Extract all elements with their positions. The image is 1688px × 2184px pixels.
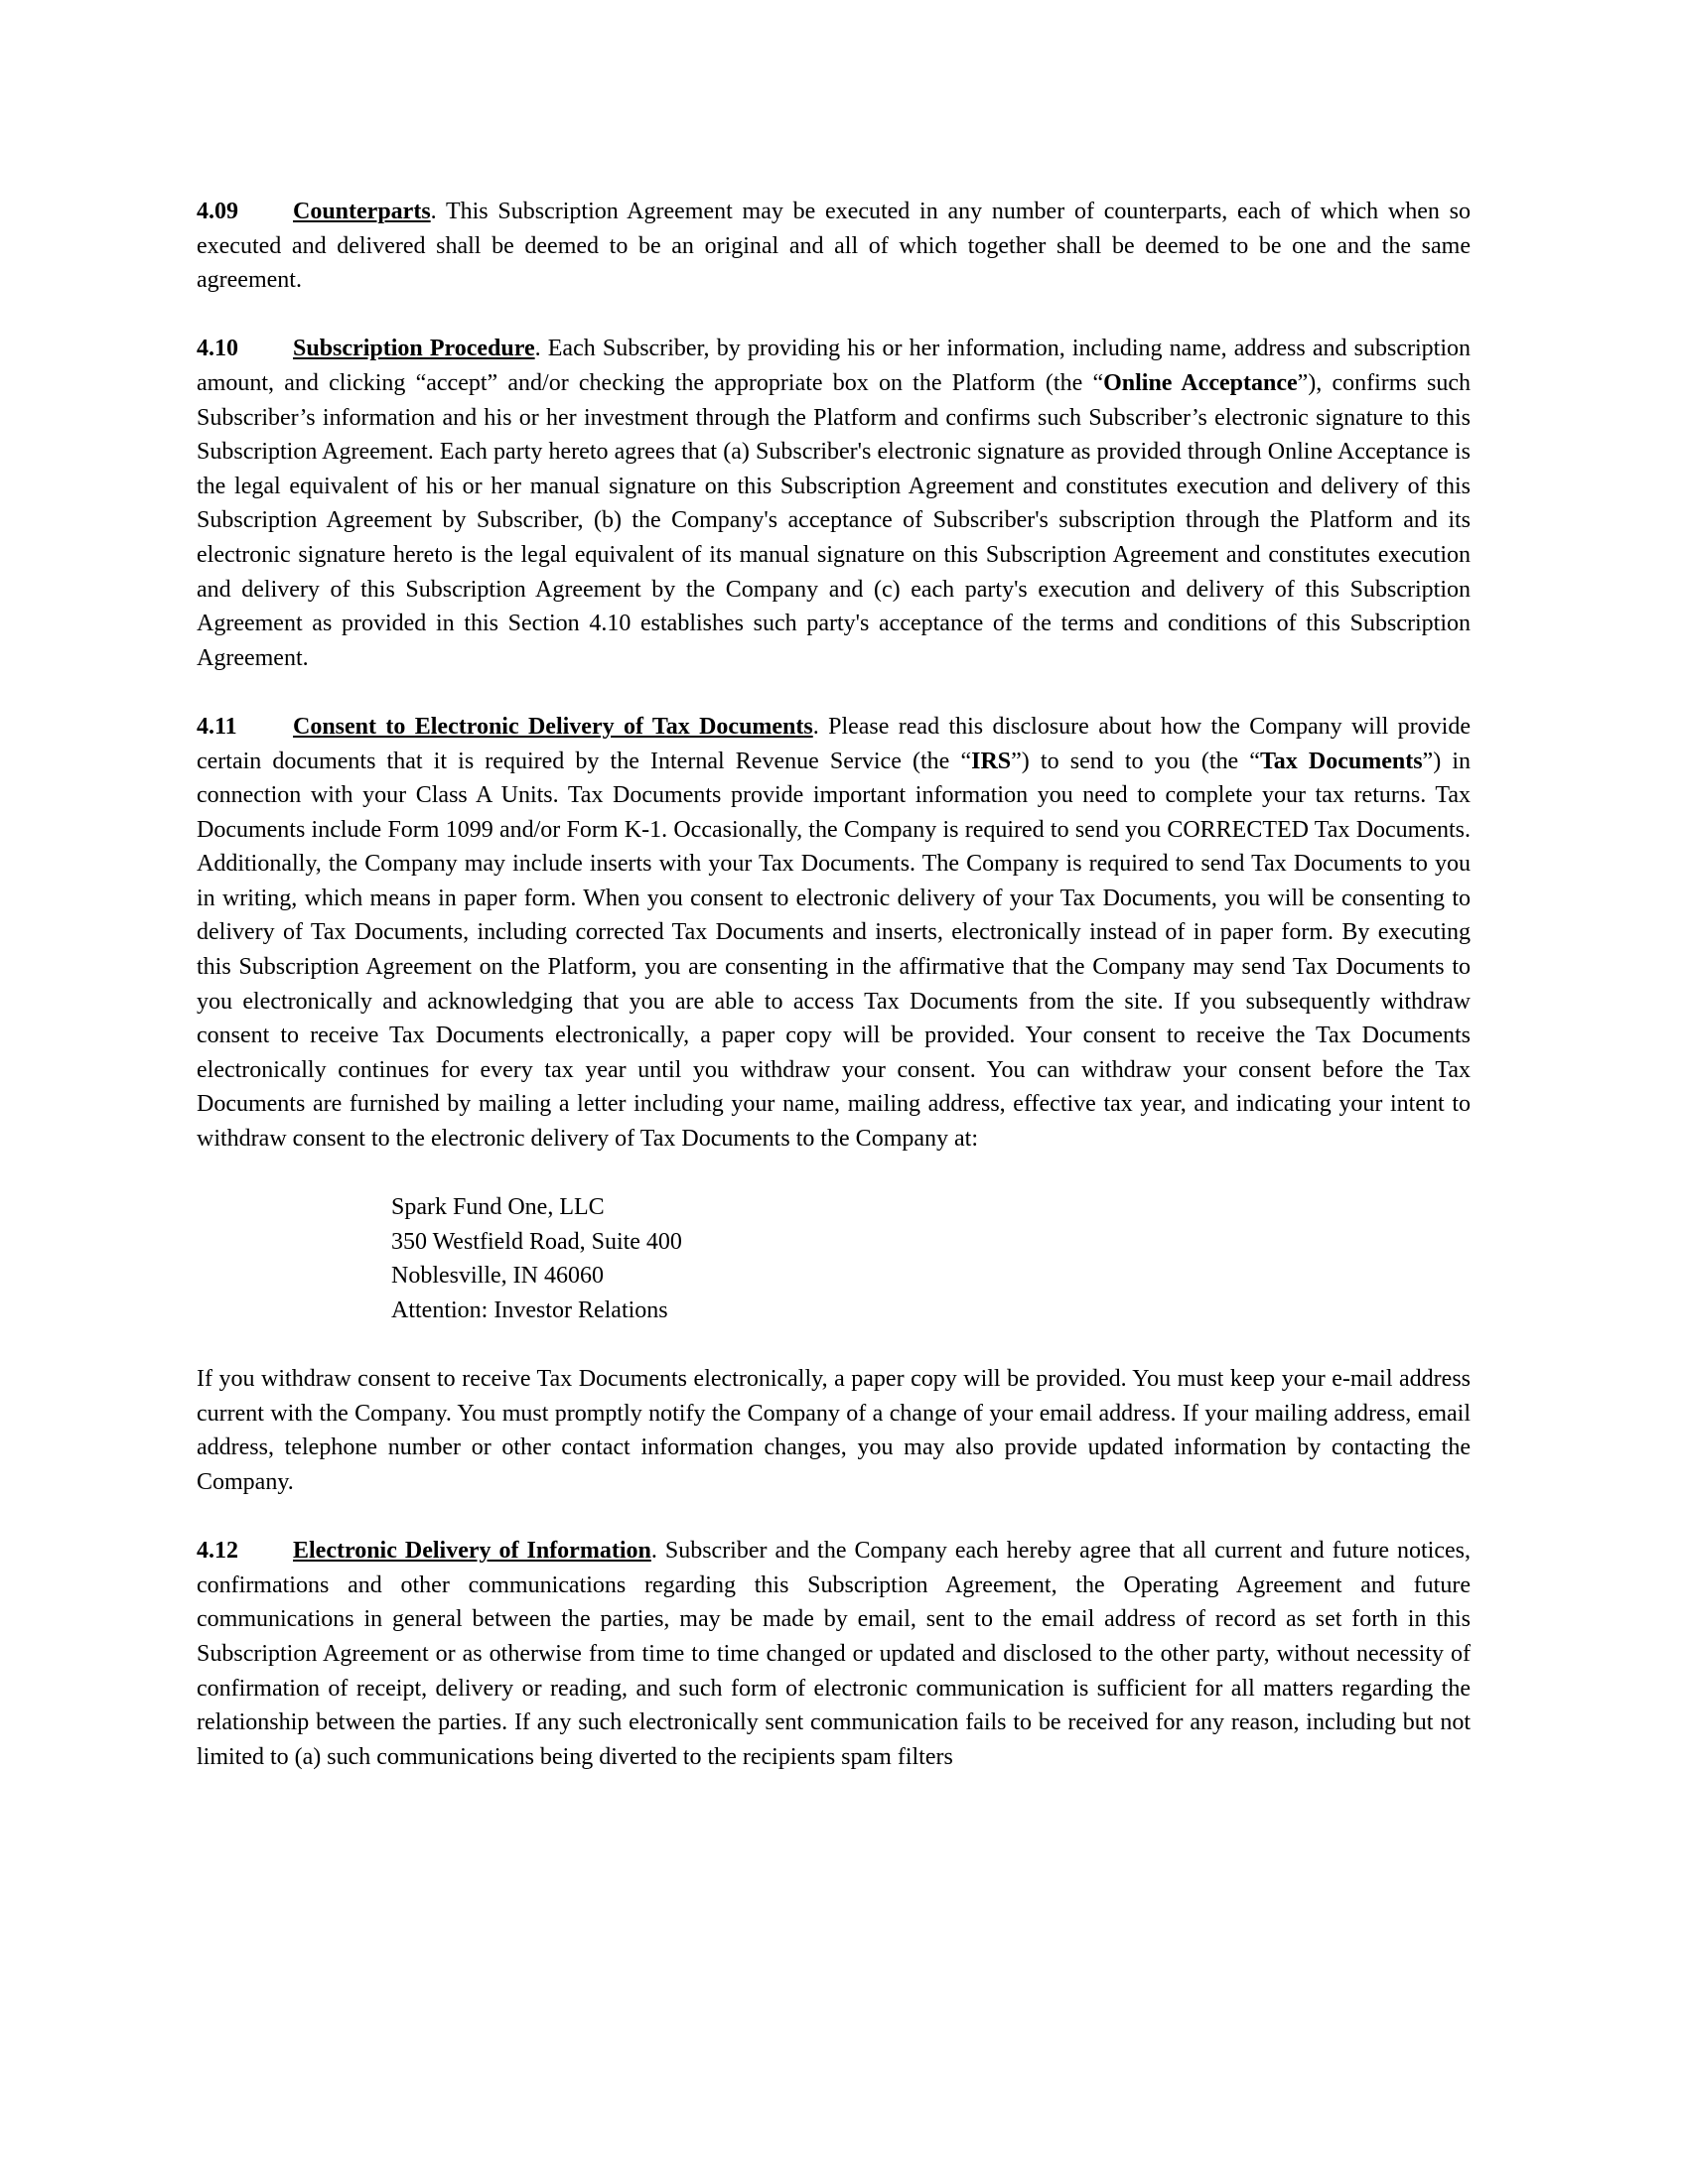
- section-text: . Please read this disclosure about how the Company will provide certain documents that it is required by the Internal Revenue Service (the “: [197, 713, 1471, 774]
- address-line: 350 Westfield Road, Suite 400: [391, 1228, 682, 1255]
- section-number: 4.12: [197, 1538, 238, 1565]
- section-4-11-continued: If you withdraw consent to receive Tax Documents electronically, a paper copy will be provided. You must keep your e-mail address current with the Company. You must promptly notify the Company of a change of your email address. If your mailing address, email address, telephone number or other contact information changes, you may also provide updated information by contacting the Company.: [197, 1366, 1471, 1495]
- section-heading: Electronic Delivery of Information: [293, 1538, 651, 1565]
- address-line: Attention: Investor Relations: [391, 1297, 668, 1323]
- section-4-11: [197, 710, 1471, 1157]
- section-heading: Subscription Procedure: [293, 336, 535, 362]
- section-heading: Counterparts: [293, 199, 431, 224]
- defined-term: Tax Documents: [1259, 748, 1423, 774]
- section-number: 4.10: [197, 336, 238, 362]
- section-text: . This Subscription Agreement may be executed in any number of counterparts, each of which when so executed and delivered shall be deemed to be an original and all of which together shall be deemed to be one and the same agreement.: [197, 199, 1471, 294]
- section-number: 4.11: [197, 713, 237, 740]
- section-text: . Each Subscriber, by providing his or her information, including name, address and subscription amount, and clicking “accept” and/or checking the appropriate box on the Platform (the “: [197, 336, 1471, 396]
- section-text: . Subscriber and the Company each hereby agree that all current and future notices, confirmations and other communications regarding this Subscription Agreement, the Operating Agreement and future communications in general between the parties, may be made by email, sent to the email address of record as set forth in this Subscription Agreement or as otherwise from time to time changed or updated and disclosed to the other party, without necessity of confirmation of receipt, delivery or reading, and such form of electronic communication is sufficient for all matters regarding the relationship between the parties. If any such electronically sent communication fails to be received for any reason, including but not limited to (a) such communications being diverted to the recipients spam filters: [197, 1538, 1471, 1770]
- section-text: ”) in connection with your Class A Units. Tax Documents provide important information you need to complete your tax returns. Tax Documents include Form 1099 and/or Form K-1. Occasionally, the Company is required to send you CORRECTED Tax Documents. Additionally, the Company may include inserts with your Tax Documents. The Company is required to send Tax Documents to you in writing, which means in paper form. When you consent to electronic delivery of your Tax Documents, you will be consenting to delivery of Tax Documents, including corrected Tax Documents and inserts, electronically instead of in paper form. By executing this Subscription Agreement on the Platform, you are consenting in the affirmative that the Company may send Tax Documents to you electronically and acknowledging that you are able to access Tax Documents from the site. If you subsequently withdraw consent to receive Tax Documents electronically, a paper copy will be provided. Your consent to receive the Tax Documents electronically continues for every tax year until you withdraw your consent. You can withdraw your consent before the Tax Documents are furnished by mailing a letter including your name, mailing address, effective tax year, and indicating your intent to withdraw consent to the electronic delivery of Tax Documents to the Company at:: [197, 748, 1472, 1153]
- section-4-09: [197, 195, 1471, 298]
- section-4-12: [197, 1534, 1471, 1774]
- section-text: ”) to send to you (the “: [1011, 748, 1260, 774]
- defined-term: Online Acceptance: [1103, 369, 1298, 396]
- document-page: [197, 195, 1471, 1809]
- address-line: Spark Fund One, LLC: [391, 1194, 605, 1221]
- address-line: Noblesville, IN 46060: [391, 1263, 604, 1290]
- section-4-10: [197, 332, 1471, 675]
- defined-term: IRS: [971, 748, 1012, 774]
- section-text: ”), confirms such Subscriber’s information and his or her investment through the Platform and confirms such Subscriber’s electronic signature to this Subscription Agreement. Each party hereto agrees that (a) Subscriber's electronic signature as provided through Online Acceptance is the legal equivalent of his or her manual signature on this Subscription Agreement and constitutes execution and delivery of this Subscription Agreement by Subscriber, (b) the Company's acceptance of Subscriber's subscription through the Platform and its electronic signature hereto is the legal equivalent of its manual signature on this Subscription Agreement and constitutes execution and delivery of this Subscription Agreement by the Company and (c) each party's execution and delivery of this Subscription Agreement as provided in this Section 4.10 establishes such party's acceptance of the terms and conditions of this Subscription Agreement.: [197, 369, 1472, 671]
- section-heading: Consent to Electronic Delivery of Tax Documents: [293, 713, 813, 740]
- section-number: 4.09: [197, 199, 238, 224]
- mailing-address: [391, 1190, 1471, 1327]
